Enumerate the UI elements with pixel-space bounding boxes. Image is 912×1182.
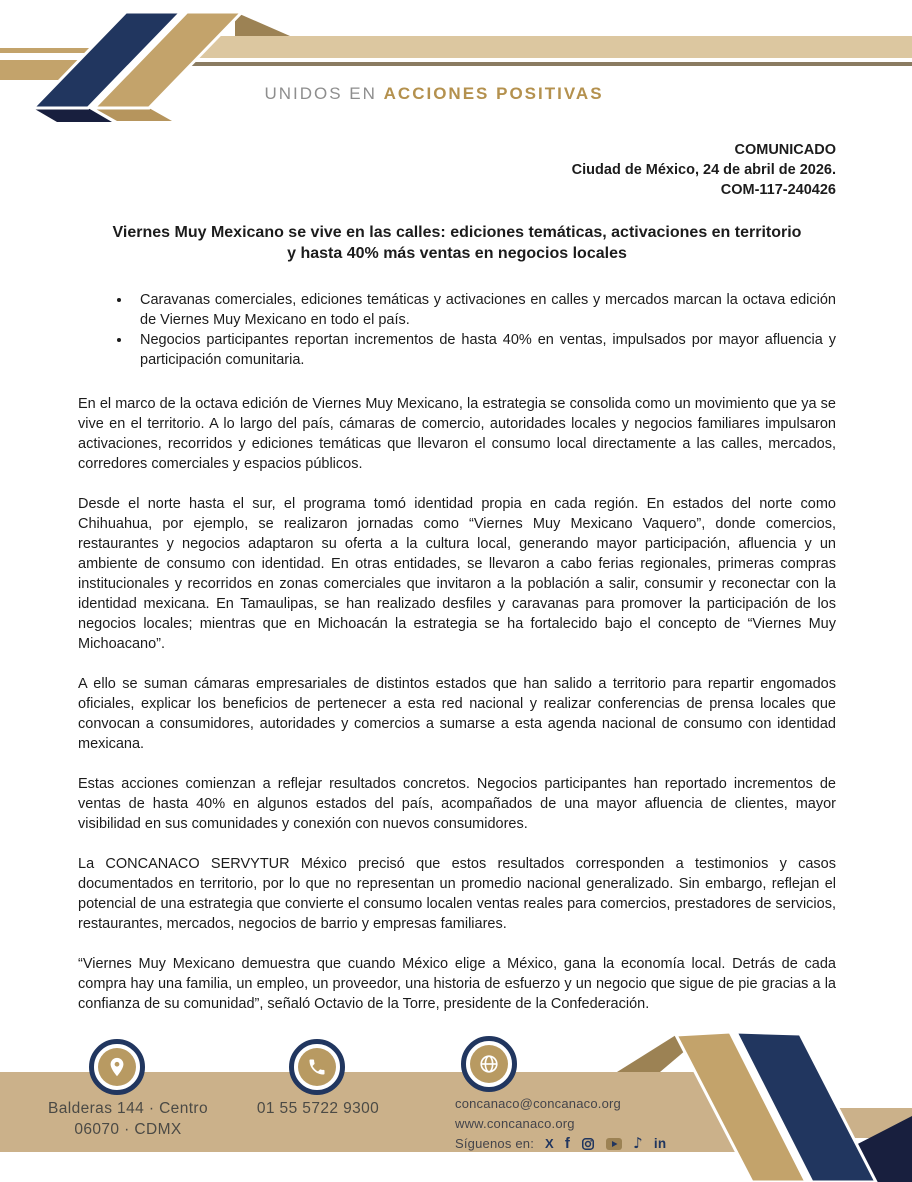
phone-badge xyxy=(289,1039,345,1095)
footer-phone xyxy=(208,1098,428,1119)
x-icon[interactable]: X xyxy=(545,1136,554,1152)
press-release-title: Viernes Muy Mexicano se vive en las calles: ediciones temáticas, activaciones en territorio y hasta 40% más ventas en negocios locales xyxy=(112,224,802,262)
dateline: Ciudad de México, 24 de abril de 2026. xyxy=(571,162,836,178)
phone-icon xyxy=(298,1048,336,1086)
follow-label: Síguenos en: xyxy=(455,1136,535,1151)
location-pin-badge xyxy=(89,1039,145,1095)
website-link[interactable]: www.concanaco.org xyxy=(455,1115,575,1131)
address-line-1: Balderas 144 · Centro xyxy=(47,1100,209,1117)
tagline-gray-text: UNIDOS EN xyxy=(264,84,377,103)
header-tagline xyxy=(0,84,868,104)
phone-number: 01 55 5722 9300 xyxy=(256,1100,380,1117)
globe-badge xyxy=(461,1036,517,1092)
footer-address xyxy=(18,1098,238,1140)
linkedin-icon[interactable]: in xyxy=(653,1136,667,1152)
social-row xyxy=(455,1134,695,1154)
list-item: • Caravanas comerciales, ediciones temáticas y activaciones en calles y mercados marcan la octava edición de Viernes Muy Mexicano en todo el país. xyxy=(132,290,836,330)
email-link[interactable]: concanaco@concanaco.org xyxy=(455,1096,621,1111)
globe-icon xyxy=(470,1045,508,1083)
tiktok-icon[interactable]: ♪ xyxy=(633,1134,643,1153)
body-paragraph: Desde el norte hasta el sur, el programa tomó identidad propia en cada región. En estados del norte como Chihuahua, por ejemplo, se realizaron jornadas como “Viernes Muy Mexicano Vaquero”, donde comercios, restaurantes y negocios adaptaron su oferta a la cultura local, generando mayor participación, afluencia y un ambiente de consumo con identidad. En otras entidades, se llevaron a cabo ferias regionales, primeras compras institucionales y recorridos en zonas comerciales que invitaron a la población a salir, consumir y reconectar con la identidad mexicana. En Tamaulipas, se han realizado desfiles y caravanas para promover la participación de los negocios locales; mientras que en Michoacán la estrategia se ha fortalecido bajo el concepto de “Viernes Muy Michoacano”. xyxy=(78,496,836,652)
key-points-list xyxy=(78,290,836,370)
footer-links xyxy=(455,1094,695,1154)
header-ribbon-decoration xyxy=(0,0,912,130)
youtube-icon[interactable] xyxy=(606,1138,622,1150)
comunicado-number: COM-117-240426 xyxy=(720,182,836,198)
comunicado-label: COMUNICADO xyxy=(734,142,836,158)
comunicado-meta xyxy=(78,140,836,200)
location-pin-icon xyxy=(98,1048,136,1086)
list-item: • Negocios participantes reportan incrementos de hasta 40% en ventas, impulsados por mayor afluencia y participación comunitaria. xyxy=(132,330,836,370)
facebook-icon[interactable]: f xyxy=(564,1135,571,1153)
instagram-icon[interactable] xyxy=(581,1137,595,1151)
body-paragraph: Estas acciones comienzan a reflejar resultados concretos. Negocios participantes han reportado incrementos de ventas de hasta 40% en algunos estados del país, acompañados de una mayor afluencia de clientes, mayor visibilidad en sus comunidades y conexión con nuevos consumidores. xyxy=(78,776,836,832)
address-line-2: 06070 · CDMX xyxy=(74,1121,182,1138)
body-paragraph: A ello se suman cámaras empresariales de distintos estados que han salido a territorio para repartir engomados oficiales, explicar los beneficios de pertenecer a esta red nacional y realizar conferencias de prensa locales que convocan a consumidores, autoridades y comercios a sumarse a esta agenda nacional de consumo con identidad mexicana. xyxy=(78,676,836,752)
body-paragraph: “Viernes Muy Mexicano demuestra que cuando México elige a México, gana la economía local. Detrás de cada compra hay una familia, un empleo, un proveedor, una historia de esfuerzo y un negocio que sigue de pie gracias a la confianza de su comunidad”, señaló Octavio de la Torre, presidente de la Confederación. xyxy=(78,956,836,1012)
body-paragraph: En el marco de la octava edición de Viernes Muy Mexicano, la estrategia se consolida como un movimiento que ya se vive en el territorio. A lo largo del país, cámaras de comercio, autoridades locales y negocios familiares impulsaron activaciones, recorridos y ediciones temáticas que llevaron el consumo local directamente a las calles, mercados, corredores comerciales y espacios públicos. xyxy=(78,396,836,472)
body-paragraph: La CONCANACO SERVYTUR México precisó que estos resultados corresponden a testimonios y casos documentados en territorio, por lo que no representan un promedio nacional generalizado. Sin embargo, reflejan el potencial de una estrategia que convierte el consumo localen ventas reales para comercios, prestadores de servicios, restaurantes, mercados, negocios de barrio y empresas familiares. xyxy=(78,856,836,932)
tagline-gold-text: ACCIONES POSITIVAS xyxy=(383,84,604,103)
document-body xyxy=(78,140,836,1034)
